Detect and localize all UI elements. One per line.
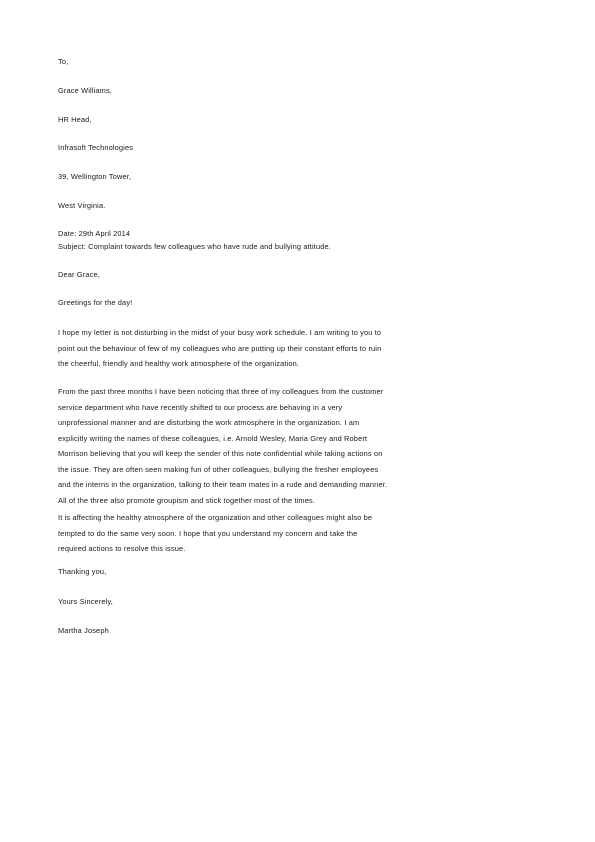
paragraph-line: point out the behaviour of few of my colleagues who are putting up their constant efforts to ruin xyxy=(58,343,382,353)
salutation: Dear Grace, xyxy=(58,270,100,279)
letter-date: Date: 29th April 2014 xyxy=(58,229,131,238)
paragraph-2 xyxy=(58,384,398,508)
paragraph-1 xyxy=(58,325,398,372)
paragraph-line: unprofessional manner and are disturbing the work atmosphere in the organization. I am xyxy=(58,418,360,427)
paragraph-line: required actions to resolve this issue. xyxy=(58,544,186,553)
paragraph-line: tempted to do the same very soon. I hope that you understand my concern and take the xyxy=(58,528,358,538)
signature-name: Martha Joseph xyxy=(58,626,109,635)
greeting-line: Greetings for the day! xyxy=(58,298,133,307)
paragraph-3 xyxy=(58,510,398,557)
paragraph-line: the issue. They are often seen making fun of other colleagues, bullying the fresher employees xyxy=(58,464,379,474)
closing-sincerely: Yours Sincerely, xyxy=(58,597,113,606)
paragraph-line: I hope my letter is not disturbing in the midst of your busy work schedule. I am writing to you to xyxy=(58,328,382,337)
paragraph-line: the cheerful, friendly and healthy work atmosphere of the organization. xyxy=(58,359,300,368)
letter-subject: Subject: Complaint towards few colleagues who have rude and bullying attitude. xyxy=(58,242,331,251)
recipient-name: Grace Williams, xyxy=(58,86,112,95)
address-line-2: West Virginia. xyxy=(58,201,106,210)
paragraph-line: All of the three also promote groupism and stick together most of the times. xyxy=(58,495,316,505)
paragraph-line: Morrison believing that you will keep the sender of this note confidential while taking actions on xyxy=(58,449,383,458)
paragraph-line: From the past three months I have been noticing that three of my colleagues from the customer xyxy=(58,387,384,396)
paragraph-line: It is affecting the healthy atmosphere of the organization and other colleagues might also be xyxy=(58,513,373,522)
address-line-1: 39, Wellington Tower, xyxy=(58,172,132,181)
paragraph-line: service department who have recently shifted to our process are behaving in a very xyxy=(58,402,343,412)
company-name: Infrasoft Technologies xyxy=(58,143,134,152)
closing-thanks: Thanking you, xyxy=(58,567,107,576)
recipient-title: HR Head, xyxy=(58,115,92,124)
paragraph-line: explicitly writing the names of these colleagues, i.e. Arnold Wesley, Maria Grey and Robert xyxy=(58,433,368,443)
to-line: To, xyxy=(58,57,69,66)
paragraph-line: and the interns in the organization, talking to their team mates in a rude and demanding manner. xyxy=(58,480,388,489)
